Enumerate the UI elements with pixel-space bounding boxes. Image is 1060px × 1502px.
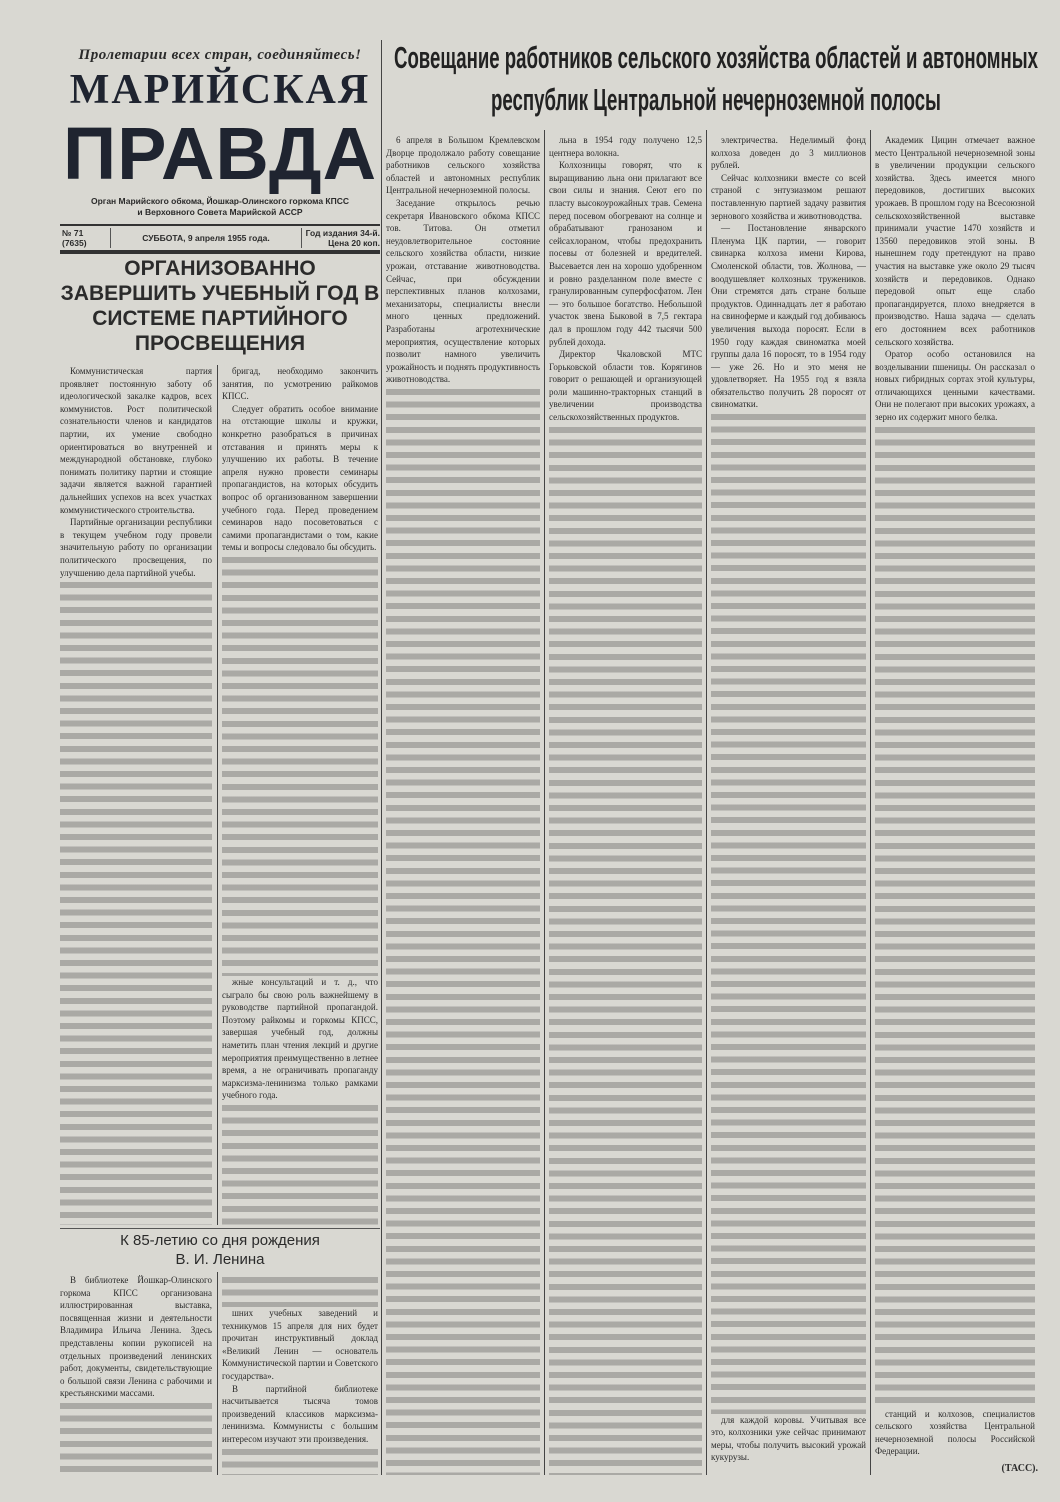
publisher-line1: Орган Марийского обкома, Йошкар-Олинского горкома КПСС: [90, 196, 350, 206]
lenin-article-col1: [60, 1274, 212, 1475]
left-article-col2: [222, 365, 378, 1225]
right-article-col1: [386, 134, 540, 1475]
publisher-line2: и Верховного Совета Марийской АССР: [137, 207, 303, 217]
paragraph: В библиотеке Йошкар-Олинского горкома КПСС организована иллюстрированная выставка, посвященная жизни и деятельности Владимира Ильича Ленина. Здесь представлены копии рукописей на отдельных произведений ленинских работ, документы, свидетельствующие о большой связи Ленина с рабочими и крестьянскими массами.: [60, 1275, 212, 1399]
column-divider: [217, 1272, 218, 1475]
text-lines: [549, 427, 702, 1475]
headline-line1: Совещание работников сельского хозяйства областей и автономных: [394, 40, 1038, 75]
lenin-article-headline-line1: К 85-летию со дня рождения: [120, 1232, 320, 1249]
right-article-headline: [382, 38, 1050, 122]
paragraph: для каждой коровы. Учитывая все это, колхозники уже сейчас принимают меры, чтобы получить высокий урожай кукурузы.: [711, 1414, 866, 1463]
left-article-col1: [60, 365, 212, 1225]
issue-info-bar: [60, 224, 380, 254]
right-article-col4: [875, 134, 1035, 1458]
paragraph: — Постановление январского Пленума ЦК партии, — говорит свинарка колхоза имени Кирова, Смоленской области, тов. Жолнова, — воодушевляет колхозных тружеников. Они стремятся дать стране больше продуктов. Одиннадцать лет я работаю на свиноферме и каждый год добиваюсь увеличения выхода поросят. Если в 1950 году каждая свиноматка моей группы дала 16 поросят, то в 1954 году — уже 26. Но и это меня не удовлетворяет. На 1955 год я взяла обязательство получить 28 поросят от свиноматки.: [711, 223, 866, 410]
paragraph: Партийные организации республики в текущем учебном году провели значительную работу по организации политического просвещения, по улучшению дела партийной учебы.: [60, 517, 212, 578]
year-of-publication: Год издания 34-й.: [305, 228, 380, 238]
column-divider: [217, 365, 218, 1225]
text-lines: [60, 1403, 212, 1475]
paragraph: Академик Цицин отмечает важное место Центральной нечерноземной зоны в увеличении продукции сельского хозяйства. Здесь имеется много передовиков, достигших высоких урожаев. В прошлом году на Всесоюзной сельскохозяйственной выставке принимали участие 1470 хозяйств и 13560 передовиков этой зоны. В нынешнем году претендуют на право участия на выставке уже около 29 тысяч хозяйств и передовиков. Однако передовой опыт еще слабо пропагандируется, плохо внедряется в производство. Наша задача — сделать его достоянием всех работников сельского хозяйства.: [875, 135, 1035, 347]
text-lines: [875, 427, 1035, 1408]
text-lines: [386, 389, 540, 1475]
right-article-col2: [549, 134, 702, 1475]
text-lines: [60, 582, 212, 1225]
column-divider: [381, 40, 382, 1475]
paragraph: шних учебных заведений и техникумов 15 апреля для них будет прочитан инструктивный доклад «Великий Ленин — основатель Коммунистической партии и Советского государства».: [222, 1308, 378, 1381]
column-divider: [870, 130, 871, 1475]
paragraph: станций и колхозов, специалистов сельского хозяйства Центральной нечерноземной полосы Российской Федерации.: [875, 1408, 1035, 1457]
lenin-article-col2: [222, 1274, 378, 1475]
paragraph: электричества. Неделимый фонд колхоза доведен до 3 миллионов рублей.: [711, 135, 866, 171]
paragraph: бригад, необходимо закончить занятия, по усмотрению райкомов КПСС.: [222, 366, 378, 402]
newspaper-title-line1: МАРИЙСКАЯ: [69, 67, 371, 113]
headline-line2: республик Центральной нечерноземной полосы: [491, 82, 941, 117]
text-lines: [222, 557, 378, 976]
column-divider: [706, 130, 707, 1475]
issue-date: СУББОТА, 9 апреля 1955 года.: [142, 233, 270, 243]
year-price: [301, 228, 380, 248]
text-lines: [222, 1105, 378, 1225]
publisher-info: [60, 196, 380, 218]
paragraph: жные консультаций и т. д., что сыграло бы свою роль важнейшему в руководстве партийной пропагандой. Поэтому райкомы и горкомы КПСС, завершая учебный год, должны наметить план чтения лекций и другие мероприятия преимущественно в летнее время, а не ограничивать пропаганду марксизма-ленинизма только рамками учебного года.: [222, 977, 378, 1101]
paragraph: 6 апреля в Большом Кремлевском Дворце продолжало работу совещание работников сельского хозяйства областей и автономных республик Центральной нечерноземной полосы.: [386, 135, 540, 196]
paragraph: льна в 1954 году получено 12,5 центнера волокна.: [549, 135, 702, 158]
right-article-col3: [711, 134, 866, 1464]
paragraph: Следует обратить особое внимание на отстающие школы и кружки, конкретно разобраться в причинах отставания и принять меры к улучшению их работы. В течение апреля нужно провести семинары пропагандистов, на которых обсудить вопрос об организованном завершении учебного года. Перед проведением семинаров надо посоветоваться с самими пропагандистами о том, какие темы и вопросы следовало бы обсудить.: [222, 403, 378, 553]
news-agency-source: (ТАСС).: [1001, 1463, 1038, 1474]
paragraph: Директор Чкаловской МТС Горьковской области тов. Корягинов говорит о решающей и организующей роли машинно-тракторных станций в увеличении производства сельскохозяйственных продуктов.: [549, 349, 702, 423]
section-divider: [60, 1228, 380, 1229]
paragraph: В партийной библиотеке насчитывается тысяча томов произведений классиков марксизма-ленинизма. Коммунисты с большим интересом изучают эти произведения.: [222, 1383, 378, 1444]
paragraph: Заседание открылось речью секретаря Ивановского обкома КПСС тов. Титова. Он отметил неудовлетворительное состояние сельского хозяйства области, низкие урожаи, отставание животноводства. Сейчас, при обсуждении перспективных планов колхозами, механизаторы, специалисты внесли много ценных предложений. Разработаны агротехнические мероприятия, осуществление которых позволит намного увеличить урожайность и поднять продуктивность животноводства.: [386, 197, 540, 385]
paragraph: Сейчас колхозники вместе со всей страной с энтузиазмом решают поставленную партией задачу развития зернового хозяйства и животноводства.: [711, 172, 866, 221]
paragraph: Оратор особо остановился на возделывании пшеницы. Он рассказал о новых гибридных сортах этой культуры, отличающихся ценными качествами. Они не полегают при высоких урожаях, а зерно их содержит много белка.: [875, 349, 1035, 423]
newspaper-title-line2: ПРАВДА: [62, 112, 378, 195]
text-lines: [222, 1449, 378, 1475]
left-article-headline: ОРГАНИЗОВАННО ЗАВЕРШИТЬ УЧЕБНЫЙ ГОД В СИСТЕМЕ ПАРТИЙНОГО ПРОСВЕЩЕНИЯ: [60, 257, 380, 355]
paragraph: Колхозницы говорят, что к выращиванию льна они прилагают все свои силы и знания. Сеют его по пласту высокоурожайных трав. Семена перед посевом обогревают на солнце и обрабатывают гранозаном и сейсахлораном, чтобы предохранить посевы от болезней и вредителей. Высевается лен на хорошо удобренном и ровно разделанном поле вместе с гранулированным суперфосфатом. Лен — это большое богатство. Небольшой участок звена Быковой в 7,5 гектара дал в прошлом году 442 тысячи 500 рублей дохода.: [549, 160, 702, 347]
text-lines: [711, 414, 866, 1414]
column-divider: [544, 130, 545, 1475]
paragraph: Коммунистическая партия проявляет постоянную заботу об идеологической закалке кадров, всех коммунистов. Рост политической сознательности членов и кандидатов партии, их умение свободно ориентироваться во внутренней и международной обстановке, глубоко понимать политику партии и стоящие задачи является важной гарантией дальнейших успехов на всех участках коммунистического строительства.: [60, 366, 212, 515]
party-slogan: Пролетарии всех стран, соединяйтесь!: [78, 47, 362, 63]
lenin-article-headline-line2: В. И. Ленина: [175, 1251, 265, 1268]
price: Цена 20 коп.: [328, 238, 380, 248]
text-lines: [222, 1277, 378, 1307]
issue-number: № 71 (7635): [60, 228, 111, 248]
